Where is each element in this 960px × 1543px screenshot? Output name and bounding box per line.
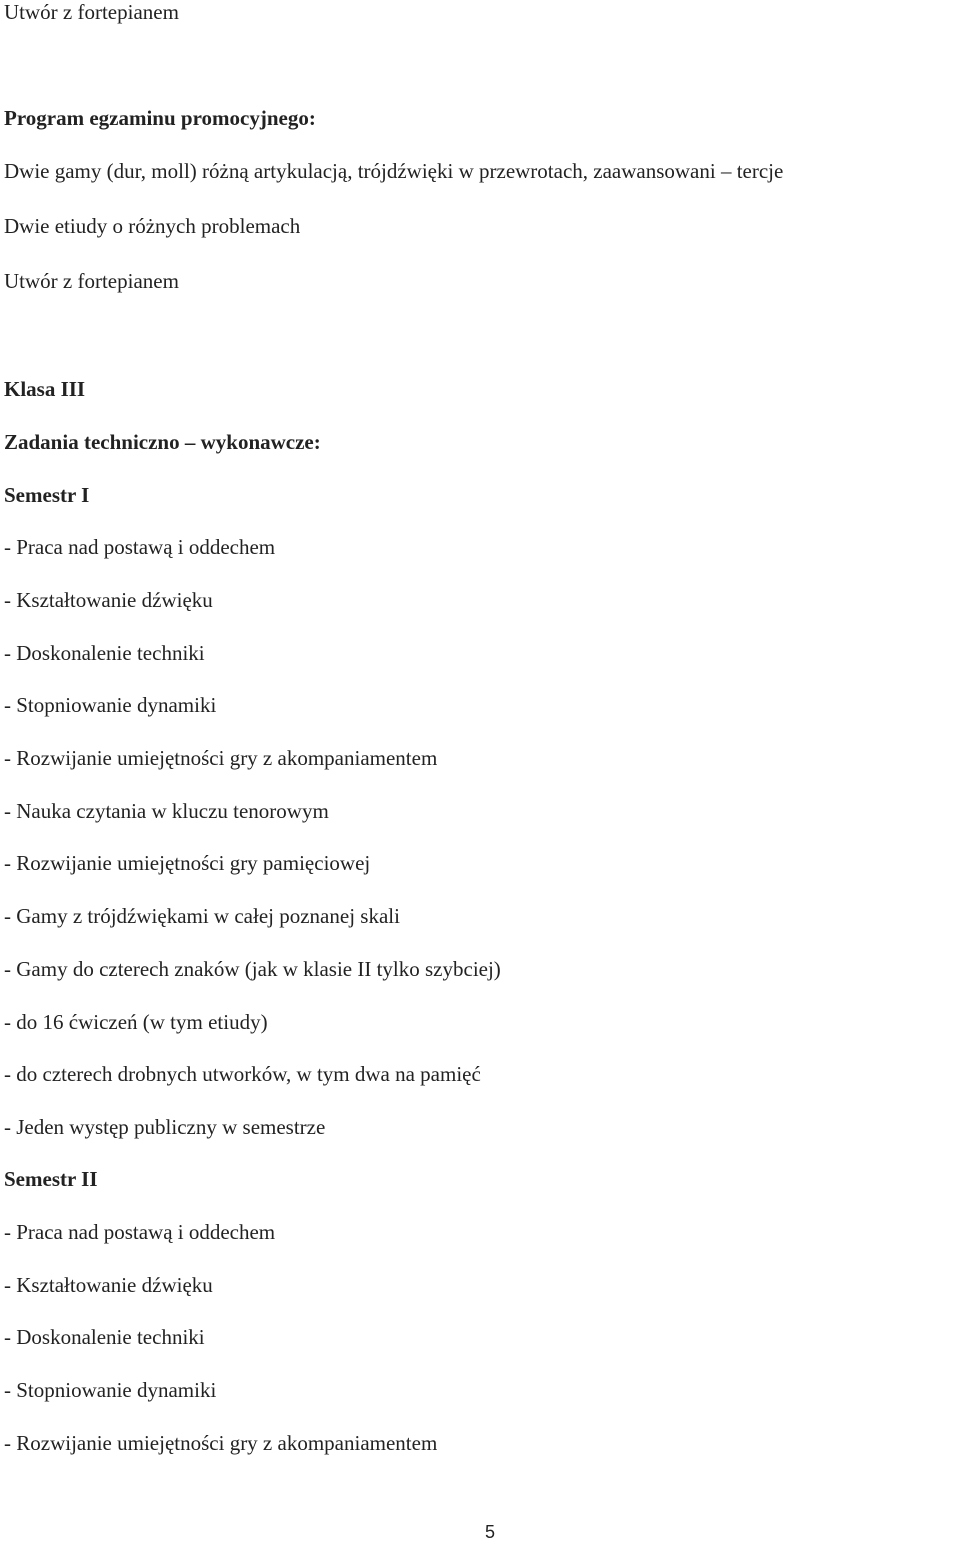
list-item: - Stopniowanie dynamiki <box>4 1378 217 1402</box>
list-item: - Kształtowanie dźwięku <box>4 1273 213 1297</box>
list-item: - Jeden występ publiczny w semestrze <box>4 1115 326 1139</box>
program-heading: Program egzaminu promocyjnego: <box>4 106 316 130</box>
list-item: - Doskonalenie techniki <box>4 1325 205 1349</box>
list-item: - Gamy do czterech znaków (jak w klasie II tylko szybciej) <box>4 957 501 981</box>
semester-2-heading: Semestr II <box>4 1167 98 1191</box>
list-item: - Kształtowanie dźwięku <box>4 588 213 612</box>
text-line-scales: Dwie gamy (dur, moll) różną artykulacją, trójdźwięki w przewrotach, zaawansowani – tercje <box>4 159 784 183</box>
list-item: - Doskonalenie techniki <box>4 641 205 665</box>
list-item: - do 16 ćwiczeń (w tym etiudy) <box>4 1010 268 1034</box>
text-line-piano-piece: Utwór z fortepianem <box>4 0 179 24</box>
class-heading: Klasa III <box>4 377 86 401</box>
semester-1-heading: Semestr I <box>4 483 90 507</box>
list-item: - Rozwijanie umiejętności gry z akompaniamentem <box>4 746 438 770</box>
list-item: - Praca nad postawą i oddechem <box>4 535 276 559</box>
text-line-piano-piece-2: Utwór z fortepianem <box>4 269 179 293</box>
text-line-etudes: Dwie etiudy o różnych problemach <box>4 214 301 238</box>
list-item: - Nauka czytania w kluczu tenorowym <box>4 799 329 823</box>
tasks-heading: Zadania techniczno – wykonawcze: <box>4 430 321 454</box>
list-item: - do czterech drobnych utworków, w tym dwa na pamięć <box>4 1062 481 1086</box>
list-item: - Rozwijanie umiejętności gry z akompaniamentem <box>4 1431 438 1455</box>
page-number: 5 <box>484 1522 495 1542</box>
list-item: - Gamy z trójdźwiękami w całej poznanej skali <box>4 904 400 928</box>
list-item: - Rozwijanie umiejętności gry pamięciowej <box>4 851 371 875</box>
list-item: - Stopniowanie dynamiki <box>4 693 217 717</box>
list-item: - Praca nad postawą i oddechem <box>4 1220 276 1244</box>
